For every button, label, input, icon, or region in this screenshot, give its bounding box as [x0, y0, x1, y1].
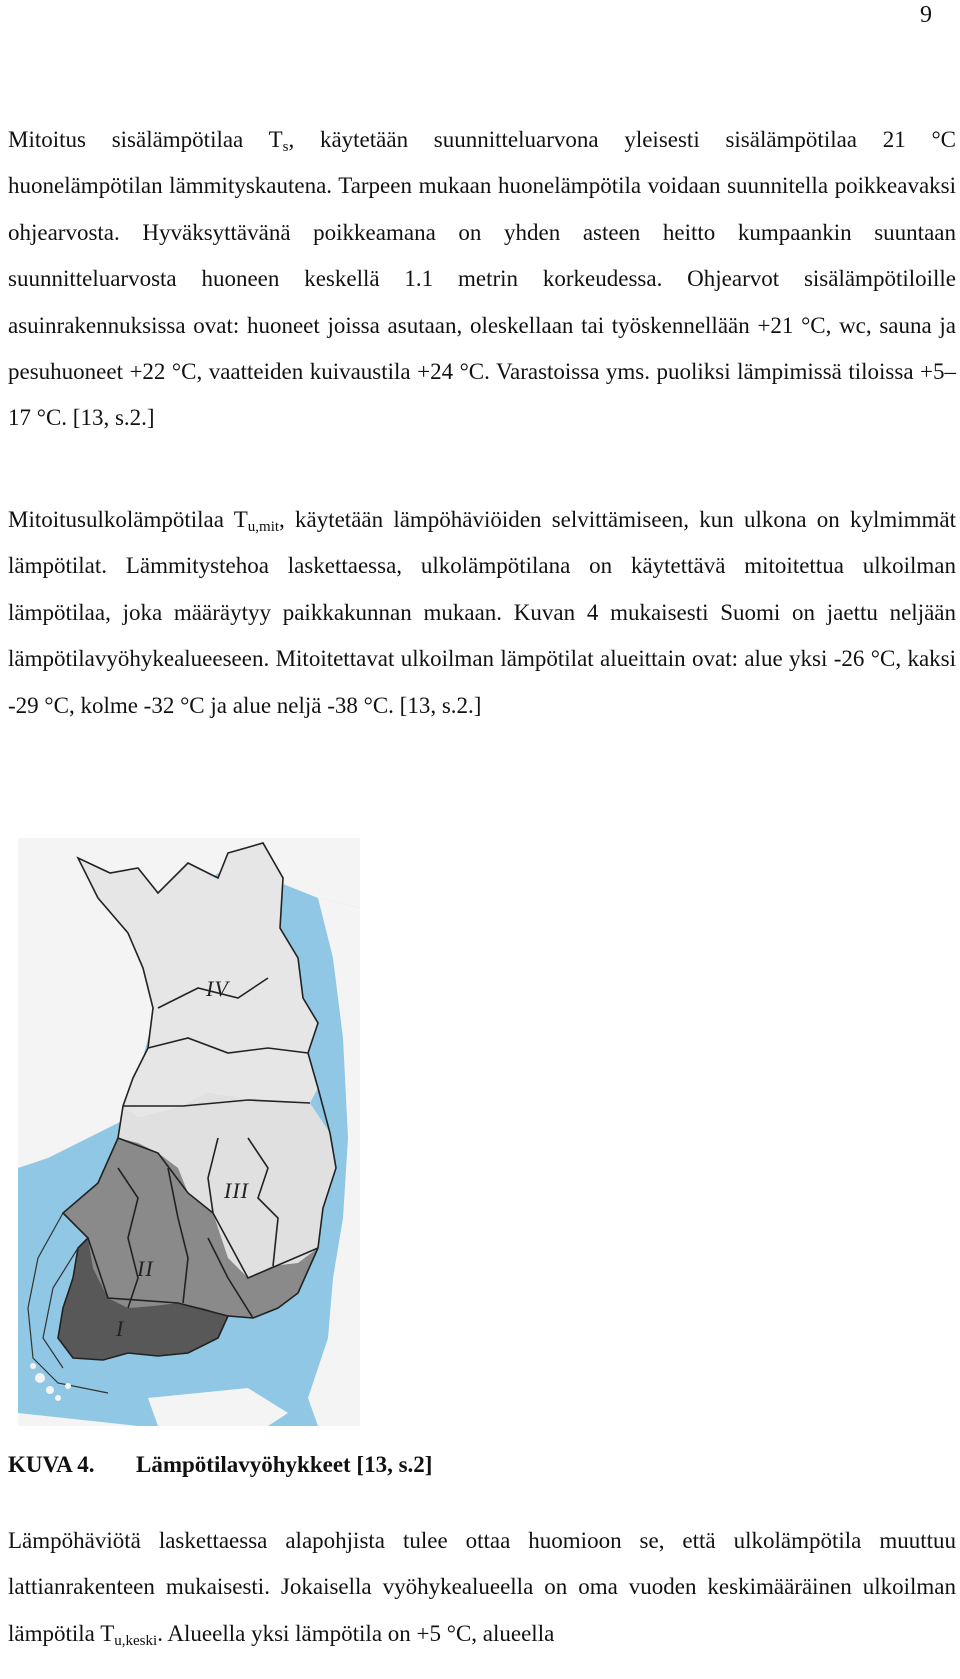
paragraph2-text-rest: , käytetään lämpöhäviöiden selvittämiseen, kun ulkona on kylmimmät lämpötilat. Lämmitystehoa laskettaessa, ulkolämpötilana on käytettävä mitoitettua ulkoilman lämpötilaa, joka määräytyy paikkakunnan mukaan. Kuvan 4 mukaisesti Suomi on jaettu neljään lämpötilavyöhykealueeseen. Mitoitettavat ulkoilman lämpötilat alueittain ovat: alue yksi -26 °C, kaksi -29 °C, kolme -32 °C ja alue neljä -38 °C. [13, s.2.] — [8, 507, 957, 718]
paragraph2-text-start: Mitoitusulkolämpötilaa T — [8, 507, 248, 532]
paragraph-average-temperature — [8, 1518, 956, 1657]
paragraph3-text-rest: . Alueella yksi lämpötila on +5 °C, alueella — [157, 1620, 555, 1646]
page-number: 9 — [920, 2, 932, 28]
finland-zone-map — [18, 838, 360, 1426]
figure-caption-number: KUVA 4. — [8, 1452, 95, 1477]
zone-label-i: I — [116, 1316, 125, 1341]
zone-label-iv: IV — [206, 976, 229, 1001]
paragraph3-subscript: u,keski — [114, 1632, 158, 1649]
figure-temperature-zones-map — [18, 838, 360, 1426]
paragraph-indoor-temperature — [8, 117, 956, 442]
paragraph1-text-rest: , käytetään suunnitteluarvona yleisesti sisälämpötilaa 21 °C huonelämpötilan lämmityskautena. Tarpeen mukaan huonelämpötila voidaan suunnitella poikkeavaksi ohjearvosta. Hyväksyttävänä poikkeamana on yhden asteen heitto kumpaankin suuntaan suunnitteluarvosta huoneen keskellä 1.1 metrin korkeudessa. Ohjearvot sisälämpötiloille asuinrakennuksissa ovat: huoneet joissa asutaan, oleskellaan tai työskennellään +21 °C, wc, sauna ja pesuhuoneet +22 °C, vaatteiden kuivaustila +24 °C. Varastoissa yms. puoliksi lämpimissä tiloissa +5–17 °C. [13, s.2.] — [8, 127, 957, 431]
paragraph1-subscript: s — [282, 139, 289, 155]
zone-label-ii: II — [137, 1256, 154, 1281]
figure-caption-text: Lämpötilavyöhykkeet [13, s.2] — [136, 1452, 433, 1477]
paragraph-outdoor-design-temperature — [8, 497, 956, 729]
paragraph1-text-start: Mitoitus sisälämpötilaa T — [8, 127, 283, 152]
paragraph2-subscript: u,mit — [247, 519, 280, 535]
figure-caption — [8, 1452, 432, 1478]
zone-label-iii: III — [224, 1178, 249, 1203]
paragraph3-text-start: Lämpöhäviötä laskettaessa alapohjista tulee ottaa huomioon se, että ulkolämpötila muuttuu lattianrakenteen mukaisesti. Jokaisella vyöhykealueella on oma vuoden keskimääräinen ulkoilman lämpötila T — [8, 1528, 956, 1646]
